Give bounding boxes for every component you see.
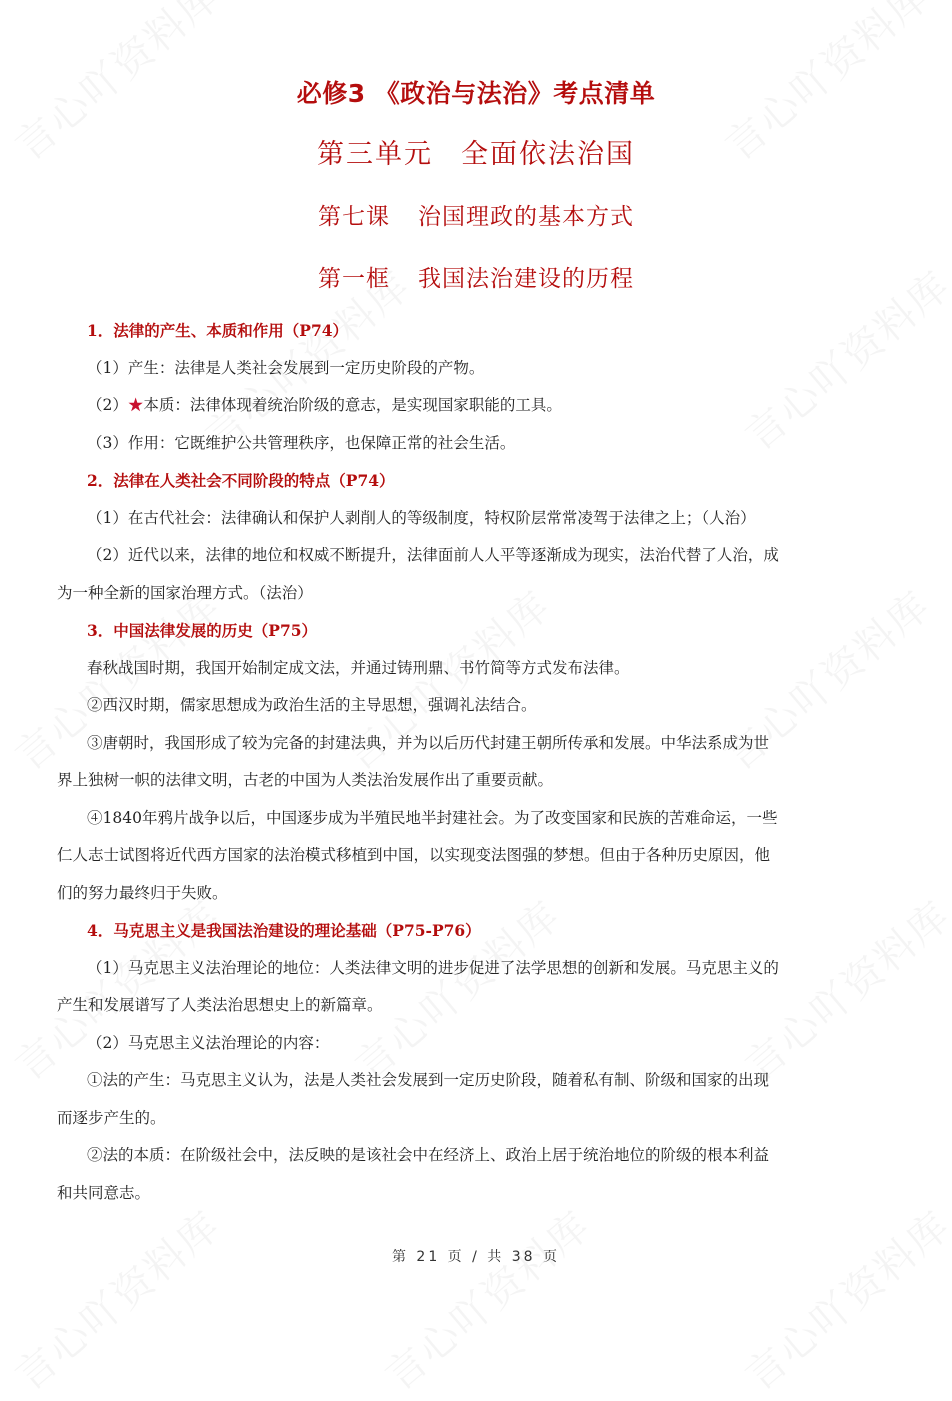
paragraph-line: 产生和发展谱写了人类法治思想史上的新篇章。	[57, 996, 383, 1014]
paragraph-line: 和共同意志。	[57, 1183, 151, 1202]
paragraph-line: （1）马克思主义法治理论的地位：人类法律文明的进步促进了法学思想的创新和发展。马克思主义的	[87, 958, 779, 977]
frame-label: 第一框	[318, 266, 390, 292]
section-heading: 1．法律的产生、本质和作用（P74）	[87, 321, 349, 340]
page-number-footer: 第 21 页 / 共 38 页	[391, 1249, 561, 1265]
lesson-name: 治国理政的基本方式	[418, 204, 634, 230]
paragraph-line: 春秋战国时期，我国开始制定成文法，并通过铸刑鼎、书竹简等方式发布法律。	[87, 658, 630, 677]
paragraph-line: ③唐朝时，我国形成了较为完备的封建法典，并为以后历代封建王朝所传承和发展。中华法系成为世	[87, 733, 770, 752]
unit-heading	[0, 132, 952, 171]
paragraph-line: ①法的产生：马克思主义认为，法是人类社会发展到一定历史阶段，随着私有制、阶级和国家的出现	[87, 1071, 770, 1089]
paragraph-line: 仁人志士试图将近代西方国家的法治模式移植到中国，以实现变法图强的梦想。但由于各种历史原因，他	[57, 846, 771, 864]
paragraph-line: （2）马克思主义法治理论的内容：	[87, 1033, 330, 1052]
paragraph-line: 界上独树一帜的法律文明，古老的中国为人类法治发展作出了重要贡献。	[57, 771, 554, 789]
watermark	[1, 1196, 231, 1401]
paragraph-line: （2）近代以来，法律的地位和权威不断提升，法律面前人人平等逐渐成为现实，法治代替了人治，成	[87, 546, 779, 564]
item-prefix: （2）	[87, 396, 128, 414]
paragraph-line: ②法的本质：在阶级社会中，法反映的是该社会中在经济上、政治上居于统治地位的阶级的根本利益	[87, 1146, 770, 1164]
paragraph-line: （1）在古代社会：法律确认和保护人剥削人的等级制度，特权阶层常常凌驾于法律之上；（人治）	[87, 508, 756, 527]
section-heading: 3．中国法律发展的历史（P75）	[87, 621, 318, 640]
lesson-label: 第七课	[318, 204, 390, 230]
paragraph-line: （1）产生：法律是人类社会发展到一定历史阶段的产物。	[87, 358, 485, 377]
item-text: 本质：法律体现着统治阶级的意志，是实现国家职能的工具。	[143, 396, 562, 414]
watermark	[731, 1196, 952, 1401]
paragraph-line: 为一种全新的国家治理方式。（法治）	[57, 583, 313, 602]
paragraph-line	[57, 387, 897, 425]
paragraph-line: 而逐步产生的。	[57, 1108, 166, 1127]
section-heading: 4．马克思主义是我国法治建设的理论基础（P75-P76）	[87, 921, 481, 940]
frame-heading	[0, 260, 952, 293]
lesson-heading	[0, 198, 952, 231]
unit-label: 第三单元	[317, 139, 433, 170]
paragraph-line: （3）作用：它既维护公共管理秩序，也保障正常的社会生活。	[87, 433, 516, 452]
watermark	[371, 1196, 601, 1401]
unit-name: 全面依法治国	[461, 139, 635, 170]
paragraph-line: ④1840年鸦片战争以后，中国逐步成为半殖民地半封建社会。为了改变国家和民族的苦难命运，一些	[87, 808, 778, 827]
star-icon: ★	[127, 396, 144, 414]
section-heading: 2．法律在人类社会不同阶段的特点（P74）	[87, 471, 395, 490]
paragraph-line: ②西汉时期，儒家思想成为政治生活的主导思想，强调礼法结合。	[87, 696, 537, 714]
paragraph-line: 们的努力最终归于失败。	[57, 883, 228, 902]
document-body	[57, 312, 897, 1212]
frame-name: 我国法治建设的历程	[418, 266, 634, 292]
document-title: 必修3 《政治与法治》考点清单	[296, 79, 656, 108]
